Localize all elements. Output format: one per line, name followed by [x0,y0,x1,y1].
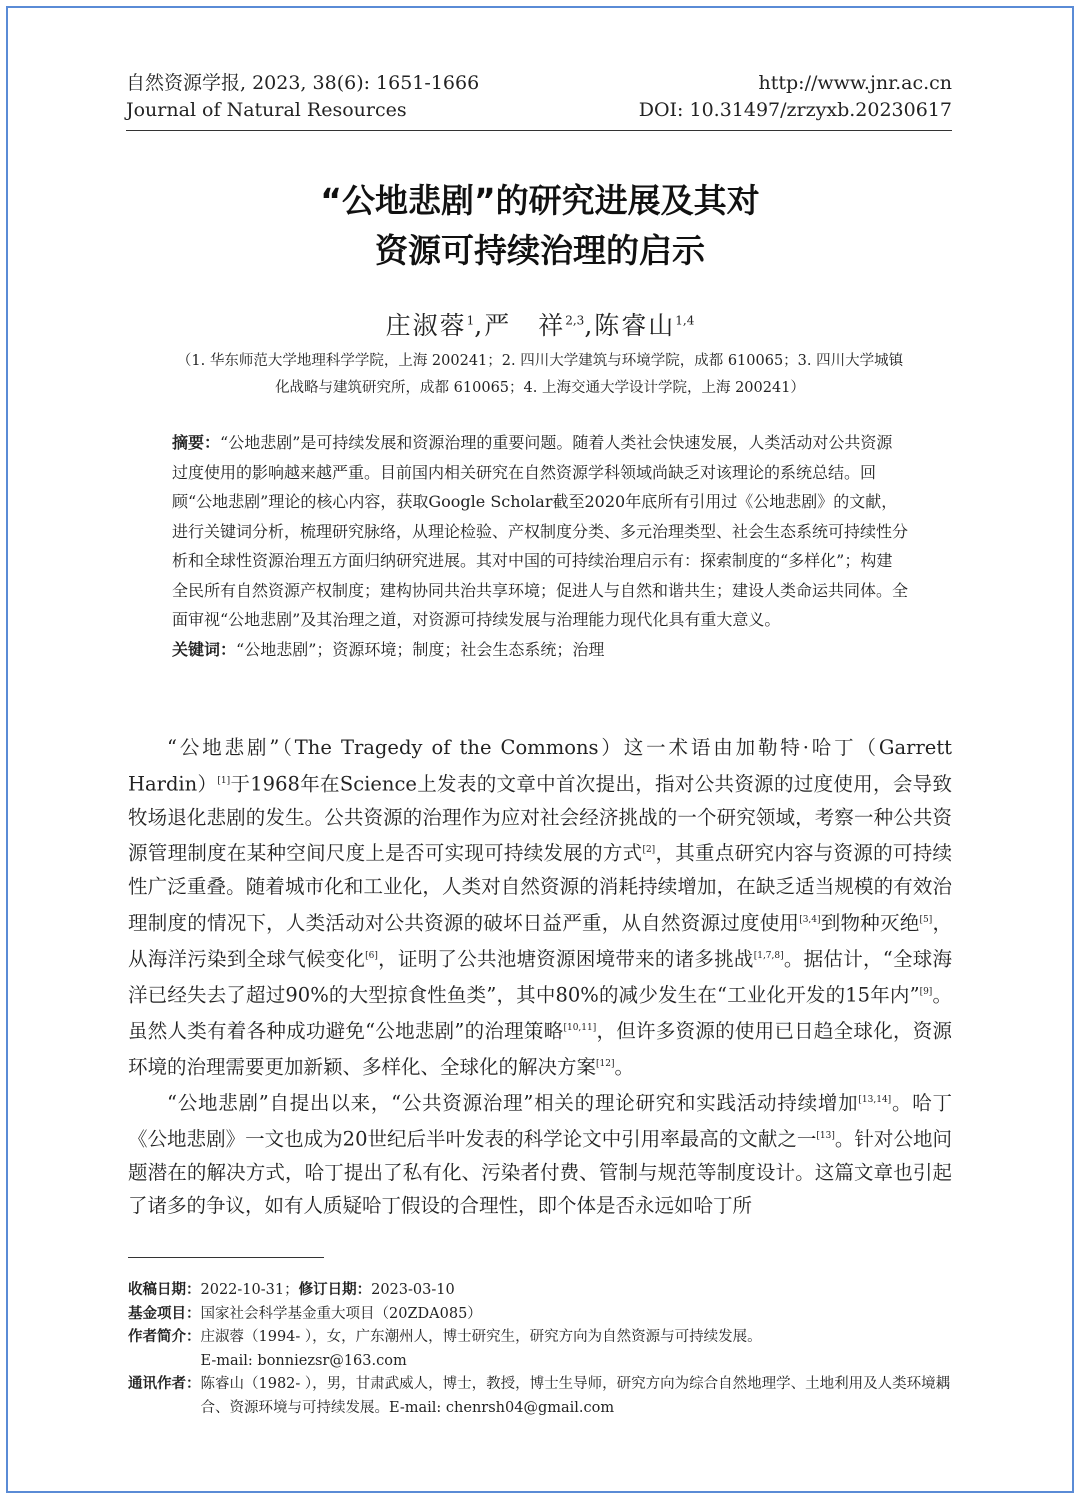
text-run: 到物种灭绝 [820,911,920,934]
author-bio: 庄淑蓉（1994- ），女，广东潮州人，博士研究生，研究方向为自然资源与可持续发展。 [200,1329,762,1345]
footnote-fund [128,1303,952,1327]
abstract-text: “公地悲剧”是可持续发展和资源治理的重要问题。随着人类社会快速发展，人类活动对公共资源过度使用的影响越来越严重。目前国内相关研究在自然资源学科领域尚缺乏对该理论的系统总结。回顾“公地悲剧”理论的核心内容，获取Google Scholar截至2020年底所有引用过《公地悲剧》的文献，进行关键词分析，梳理研究脉络，从理论检验、产权制度分类、多元治理类型、社会生态系统可持续性分析和全球性资源治理五方面归纳研究进展。其对中国的可持续治理启示有：探索制度的“多样化”；构建全民所有自然资源产权制度；建构协同共治共享环境；促进人与自然和谐共生；建设人类命运共同体。全面审视“公地悲剧”及其治理之道，对资源可持续发展与治理能力现代化具有重大意义。 [172,433,909,629]
author-affil-sup: 2,3 [565,313,585,328]
affiliation-line: （1. 华东师范大学地理科学学院，上海 200241；2. 四川大学建筑与环境学院，成都 610065；3. 四川大学城镇 [176,353,904,369]
text-run: 。据估计，“全球海洋已经失去了超过90%的大型掠食性鱼类”，其中80%的减少发生在“工业化开发的15年内” [128,947,952,1006]
citation[interactable]: [3,4] [799,914,821,925]
text-run: ，从海洋污染到全球气候变化 [128,911,952,970]
received-label: 收稿日期： [128,1282,201,1298]
citation[interactable]: [1] [217,775,231,786]
footnote-dates [128,1279,952,1303]
text-run: ，但许多资源的使用已日趋全球化，资源环境的治理需要更加新颖、多样化、全球化的解决方案 [128,1019,952,1078]
text-run: 。针对公地问题潜在的解决方式，哈丁提出了私有化、污染者付费、管制与规范等制度设计。这篇文章也引起了诸多的争议，如有人质疑哈丁假设的合理性，即个体是否永远如哈丁所 [128,1127,952,1217]
title-line-2: 资源可持续治理的启示 [375,231,705,270]
text-run: ，证明了公共池塘资源困境带来的诸多挑战 [377,947,754,970]
citation[interactable]: [12] [596,1058,615,1069]
revised-date: 2023-03-10 [371,1282,455,1298]
corresponding-label: 通讯作者： [128,1376,201,1392]
affiliations [160,348,920,402]
text-run: “公地悲剧”自提出以来，“公共资源治理”相关的理论研究和实践活动持续增加 [167,1091,859,1114]
citation[interactable]: [13] [816,1130,835,1141]
author-list: 庄淑蓉$^1$,严 祥$^{2,3}$,陈睿山$^{1,4}$ [385,311,695,340]
citation[interactable]: [9] [919,986,933,997]
author-affil-sup: 1,4 [675,313,695,328]
author-name: 庄淑蓉 [385,311,467,340]
abstract-label: 摘要： [172,433,221,452]
abstract [172,428,908,664]
text-run: ，其重点研究内容与资源的可持续性广泛重叠。随着城市化和工业化，人类对自然资源的消耗持续增加，在缺乏适当规模的有效治理制度的情况下，人类活动对公共资源的破坏日益严重，从自然资源过度使用 [128,841,952,934]
text-run: “公地悲剧”（The Tragedy of the Commons）这一术语由加勒特·哈丁（Garrett Hardin） [128,736,952,795]
revised-label: 修订日期： [298,1282,372,1298]
citation[interactable]: [1,7,8] [753,950,784,961]
citation[interactable]: [13,14] [858,1094,892,1105]
paragraph-2 [128,1084,952,1223]
fund-label: 基金项目： [128,1305,201,1322]
keywords-label: 关键词： [172,639,237,659]
footnote-author [128,1326,952,1373]
author-affil-sup: 1 [466,313,475,328]
title-line-1: “公地悲剧”的研究进展及其对 [320,181,760,220]
journal-url[interactable]: http://www.jnr.ac.cn [758,72,952,94]
citation[interactable]: [5] [919,914,933,925]
footnote-corresponding [128,1373,952,1420]
paper-title [0,176,1080,276]
running-header [126,70,952,131]
corresponding-text: 陈睿山（1982- ），男，甘肃武威人，博士，教授，博士生导师，研究方向为综合自然地理学、土地利用及人类环境耦合、资源环境与可持续发展。E-mail: chenrsh04@gmail.com [200,1376,951,1416]
author-bio-label: 作者简介： [128,1329,201,1345]
footnotes [128,1279,952,1420]
journal-citation: 自然资源学报, 2023, 38(6): 1651-1666 [126,72,480,94]
body-text [128,731,952,1223]
header-rule [126,130,952,131]
citation[interactable]: [6] [365,950,378,961]
text-run: 。虽然人类有着各种成功避免“公地悲剧”的治理策略 [128,983,952,1042]
text-run: 于1968年在Science上发表的文章中首次提出，指对公共资源的过度使用，会导致牧场退化悲剧的发生。公共资源的治理作为应对社会经济挑战的一个研究领域，考察一种公共资源管理制度在某种空间尺度上是否可实现可持续发展的方式 [128,772,953,865]
text-run: 。 [614,1055,635,1078]
text-run: 。哈丁《公地悲剧》一文也成为20世纪后半叶发表的科学论文中引用率最高的文献之一 [128,1091,952,1150]
citation[interactable]: [2] [642,845,656,855]
received-date: 2022-10-31 [200,1282,285,1298]
separator: ； [284,1282,299,1298]
journal-name-en: Journal of Natural Resources [126,99,407,121]
citation[interactable]: [10,11] [563,1022,597,1033]
keywords: “公地悲剧”；资源环境；制度；社会生态系统；治理 [236,639,605,659]
footnote-rule [128,1257,324,1258]
author-email[interactable]: E-mail: bonniezsr@163.com [200,1352,407,1369]
paragraph-1 [128,731,952,1084]
fund-text: 国家社会科学基金重大项目（20ZDA085） [200,1305,482,1322]
affiliation-line: 化战略与建筑研究所，成都 610065；4. 上海交通大学设计学院，上海 200241） [275,380,805,396]
doi[interactable]: DOI: 10.31497/zrzyxb.20230617 [638,99,952,121]
author-name: 严 祥 [484,311,566,340]
author-name: 陈睿山 [594,311,676,340]
